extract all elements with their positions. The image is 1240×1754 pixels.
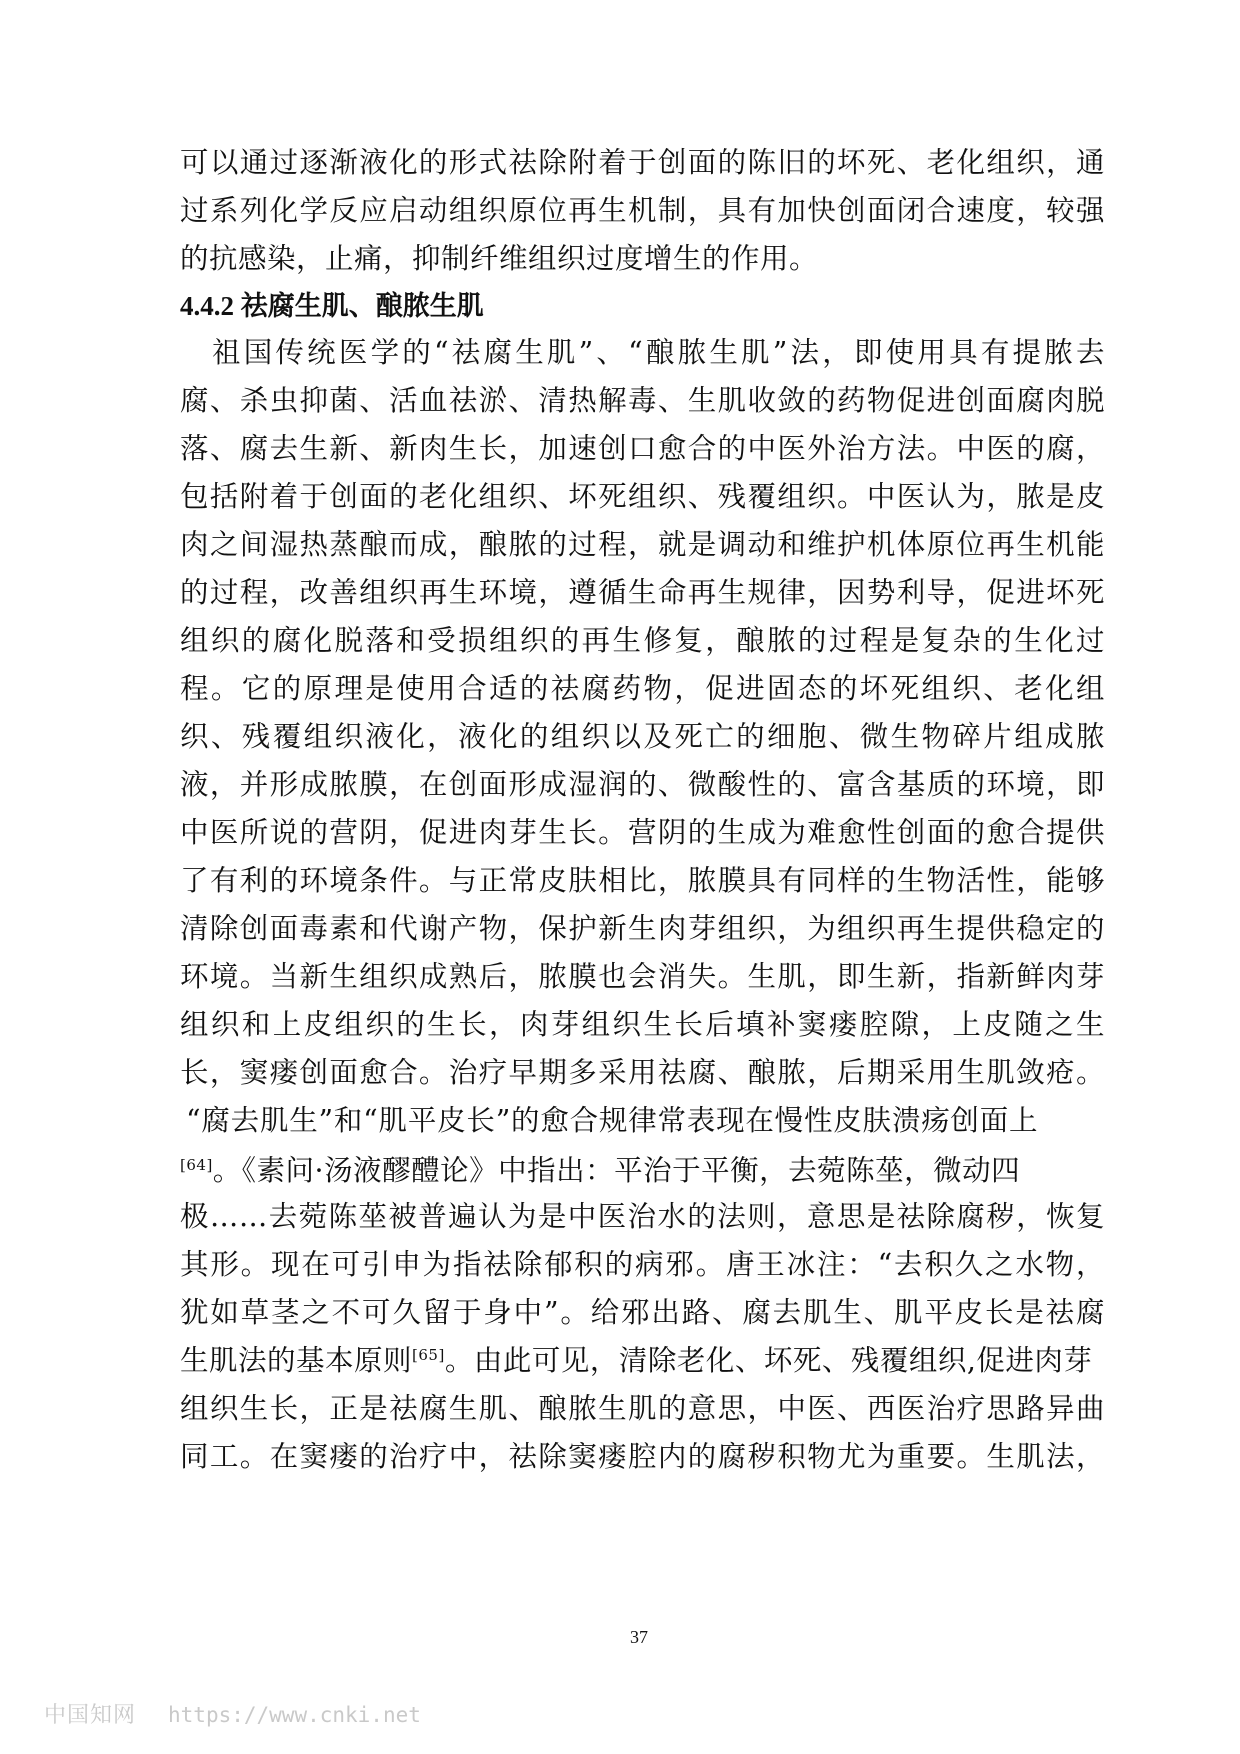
text-line: 液，并形成脓膜，在创面形成湿润的、微酸性的、富含基质的环境，即 [180, 768, 1105, 801]
watermark-site-name: 中国知网 [44, 1703, 137, 1728]
text-line-citation [180, 1341, 1105, 1381]
text-line: 中医所说的营阴，促进肉芽生长。营阴的生成为难愈性创面的愈合提供 [180, 816, 1105, 849]
text-line: 极……去菀陈莝被普遍认为是中医治水的法则，意思是祛除腐秽，恢复 [180, 1200, 1105, 1233]
text-line: 的抗感染，止痛，抑制纤维组织过度增生的作用。 [180, 242, 819, 275]
text-line: 组织生长，正是祛腐生肌、酿脓生肌的意思，中医、西医治疗思路异曲 [180, 1392, 1105, 1425]
text-line: 环境。当新生组织成熟后，脓膜也会消失。生肌，即生新，指新鲜肉芽 [180, 960, 1105, 993]
text-fragment: 。由此可见，清除老化、坏死、残覆组织,促进肉芽 [444, 1344, 1093, 1377]
text-line: 其形。现在可引申为指祛除郁积的病邪。唐王冰注：“去积久之水物， [180, 1248, 1105, 1281]
text-line: 过系列化学反应启动组织原位再生机制，具有加快创面闭合速度，较强 [180, 194, 1105, 227]
citation-ref: [65] [412, 1346, 445, 1364]
text-line: 同工。在窦瘘的治疗中，祛除窦瘘腔内的腐秽积物尤为重要。生肌法， [180, 1440, 1105, 1473]
page-number: 37 [630, 1627, 648, 1647]
citation-ref: [64] [180, 1156, 213, 1174]
text-line: 落、腐去生新、新肉生长，加速创口愈合的中医外治方法。中医的腐， [180, 432, 1105, 465]
text-line: 程。它的原理是使用合适的祛腐药物，促进固态的坏死组织、老化组 [180, 672, 1105, 705]
text-line: 腐、杀虫抑菌、活血祛淤、清热解毒、生肌收敛的药物促进创面腐肉脱 [180, 384, 1105, 417]
text-line: 肉之间湿热蒸酿而成，酿脓的过程，就是调动和维护机体原位再生机能 [180, 528, 1105, 561]
text-fragment: 生肌法的基本原则 [180, 1344, 413, 1377]
text-line: 了有利的环境条件。与正常皮肤相比，脓膜具有同样的生物活性，能够 [180, 864, 1105, 897]
text-line: 可以通过逐渐液化的形式祛除附着于创面的陈旧的坏死、老化组织，通 [180, 146, 1105, 179]
text-line: 的过程，改善组织再生环境，遵循生命再生规律，因势利导，促进坏死 [180, 576, 1105, 609]
watermark-url: https://www.cnki.net [168, 1703, 421, 1727]
watermark [44, 1700, 421, 1731]
text-line: 组织和上皮组织的生长，肉芽组织生长后填补窦瘘腔隙，上皮随之生 [180, 1008, 1105, 1041]
text-line: 清除创面毒素和代谢产物，保护新生肉芽组织，为组织再生提供稳定的 [180, 912, 1105, 945]
text-line: 长，窦瘘创面愈合。治疗早期多采用祛腐、酿脓，后期采用生肌敛疮。 [180, 1056, 1105, 1089]
text-line: 包括附着于创面的老化组织、坏死组织、残覆组织。中医认为，脓是皮 [180, 480, 1105, 513]
text-line: 组织的腐化脱落和受损组织的再生修复，酿脓的过程是复杂的生化过 [180, 624, 1105, 657]
text-line: 祖国传统医学的“祛腐生肌”、“酿脓生肌”法，即使用具有提脓去 [212, 336, 1105, 369]
text-fragment: 。《素问·汤液醪醴论》中指出：平治于平衡，去菀陈莝，微动四 [212, 1154, 1021, 1187]
text-line: “腐去肌生”和“肌平皮长”的愈合规律常表现在慢性皮肤溃疡创面上 [186, 1104, 1038, 1137]
text-line-citation [180, 1151, 1105, 1191]
text-line: 织、残覆组织液化，液化的组织以及死亡的细胞、微生物碎片组成脓 [180, 720, 1105, 753]
text-line: 犹如草茎之不可久留于身中”。给邪出路、腐去肌生、肌平皮长是祛腐 [180, 1296, 1105, 1329]
section-heading: 4.4.2 祛腐生肌、酿脓生肌 [180, 291, 484, 321]
